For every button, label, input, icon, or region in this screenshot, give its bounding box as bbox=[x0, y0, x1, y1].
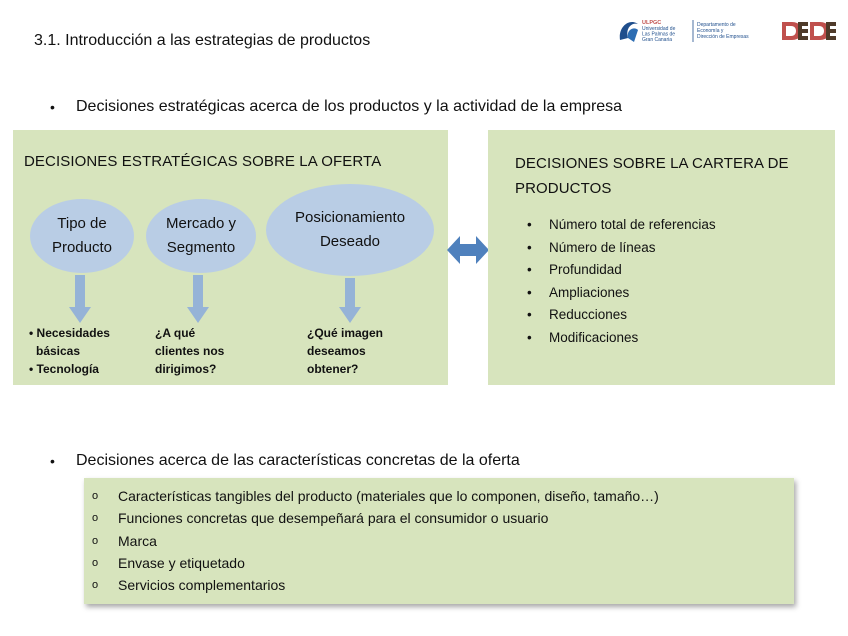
institution-logos bbox=[616, 12, 838, 48]
svg-text:Las Palmas de: Las Palmas de bbox=[642, 31, 676, 38]
list-item: o Servicios complementarios bbox=[92, 577, 286, 594]
portfolio-list bbox=[527, 214, 716, 349]
right-panel-title: DECISIONES SOBRE LA CARTERA DE PRODUCTOS bbox=[515, 155, 789, 197]
ulpgc-logo-icon bbox=[616, 12, 838, 48]
ellipse-product-type: Tipo de Producto bbox=[30, 199, 134, 273]
list-item: o Marca bbox=[92, 532, 157, 549]
note-desired-image: ¿Qué imagen deseamos obtener? bbox=[307, 326, 384, 376]
dede-logo-icon bbox=[782, 22, 836, 40]
section2-heading-text: Decisiones acerca de las características concretas de la oferta bbox=[76, 452, 520, 469]
ellipse-market-segment: Mercado y Segmento bbox=[146, 199, 256, 273]
left-panel-title: DECISIONES ESTRATÉGICAS SOBRE LA OFERTA bbox=[24, 153, 382, 170]
list-item: • Número total de referencias bbox=[527, 217, 716, 232]
offer-characteristics-list bbox=[92, 485, 659, 596]
note-target-clients: ¿A qué clientes nos dirigimos? bbox=[155, 326, 225, 376]
bullet-marker: • bbox=[50, 453, 55, 469]
ellipse-positioning: Posicionamiento Deseado bbox=[266, 184, 434, 276]
double-arrow-icon bbox=[447, 234, 489, 266]
slide-title: 3.1. Introducción a las estrategias de productos bbox=[34, 32, 371, 49]
list-item: o Características tangibles del producto (materiales que lo componen, diseño, tamaño…) bbox=[92, 488, 659, 504]
list-item: o Funciones concretas que desempeñará para el consumidor o usuario bbox=[92, 510, 549, 527]
list-item: • Reducciones bbox=[527, 307, 628, 322]
list-item: • Modificaciones bbox=[527, 329, 639, 345]
down-arrow-icon bbox=[187, 275, 209, 323]
list-item: o Envase y etiquetado bbox=[92, 554, 245, 571]
logo-ulpgc-text: ULPGC bbox=[642, 20, 662, 26]
svg-text:Universidad de: Universidad de bbox=[642, 26, 676, 32]
list-item: • Ampliaciones bbox=[527, 284, 630, 300]
bullet-marker: • bbox=[50, 99, 55, 115]
list-item: • Número de líneas bbox=[527, 239, 656, 255]
down-arrow-icon bbox=[339, 278, 361, 323]
down-arrow-icon bbox=[69, 275, 91, 323]
list-item: • Profundidad bbox=[527, 262, 622, 277]
section2-heading bbox=[50, 452, 520, 470]
svg-text:Dirección de Empresas: Dirección de Empresas bbox=[697, 34, 749, 40]
svg-text:Economía y: Economía y bbox=[697, 28, 724, 34]
section1-heading-text: Decisiones estratégicas acerca de los productos y la actividad de la empresa bbox=[76, 98, 623, 115]
svg-text:Departamento de: Departamento de bbox=[697, 22, 736, 28]
section1-heading bbox=[50, 98, 622, 116]
svg-text:Gran Canaria: Gran Canaria bbox=[642, 37, 673, 43]
note-basic-needs: • Necesidades básicas • Tecnología bbox=[29, 326, 110, 376]
